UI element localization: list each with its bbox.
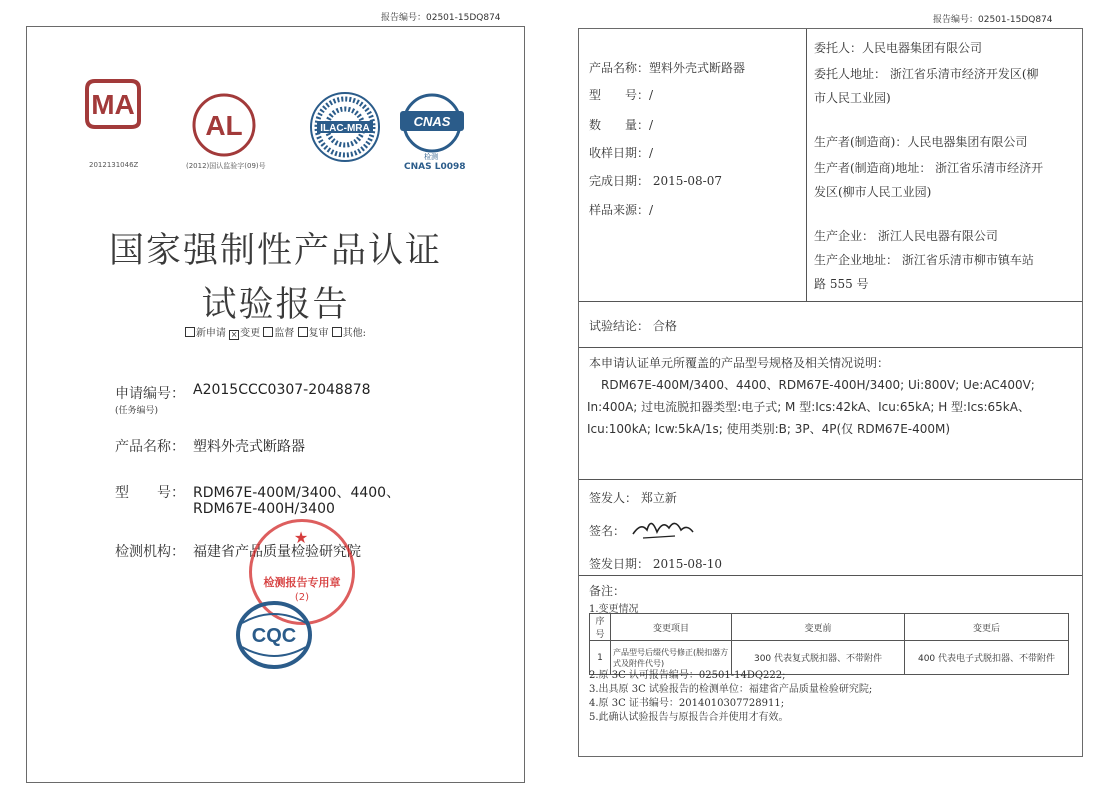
lab-label: 检测机构： [115, 544, 185, 560]
star-icon: ★ [293, 528, 309, 547]
checkbox-review: 复审 [298, 328, 329, 339]
notes-title: 备注： [589, 584, 626, 598]
table-cell: 1 [590, 641, 611, 675]
ilac-mra-logo [311, 93, 379, 161]
complete-date: 完成日期： 2015-08-07 [589, 174, 723, 188]
model-value-1: RDM67E-400M/3400、4400、 [193, 485, 401, 501]
factory: 生产企业： 浙江人民电器有限公司 [814, 229, 998, 243]
checkbox-change: × 变更 [230, 328, 261, 339]
task-number-label: (任务编号) [115, 406, 159, 416]
certification-logos [27, 27, 524, 207]
model-label: 型 号： [115, 485, 185, 501]
header-cell: 序号 [590, 614, 611, 641]
handwritten-signature [629, 512, 699, 544]
client-address-1: 委托人地址： 浙江省乐清市经济开发区(柳 [814, 67, 1039, 81]
cqc-logo [228, 595, 320, 675]
application-number-label: 申请编号： [115, 386, 185, 402]
product-name: 产品名称：塑料外壳式断路器 [589, 61, 746, 75]
quantity: 数 量：/ [589, 118, 654, 132]
cover-page [26, 26, 525, 783]
test-conclusion: 试验结论： 合格 [589, 319, 677, 333]
header-cell: 变更项目 [611, 614, 732, 641]
signature-label: 签名： [589, 524, 626, 538]
table-cell: 产品型号后缀代号修正(脱扣器方式及附件代号) [611, 641, 732, 675]
manufacturer-address-2: 发区(柳市人民工业园) [814, 185, 932, 199]
cnas-caption: CNAS L0098 [404, 162, 466, 172]
cma-logo [87, 81, 139, 127]
cal-logo [194, 95, 254, 155]
client-address-2: 市人民工业园) [814, 91, 891, 105]
table-cell: 300 代表复式脱扣器、不带附件 [732, 641, 905, 675]
manufacturer: 生产者(制造商)：人民电器集团有限公司 [814, 135, 1028, 149]
note-5: 5.此确认试验报告与原报告合并使用才有效。 [589, 712, 789, 723]
note-3: 3.出具原 3C 试验报告的检测单位：福建省产品质量检验研究院; [589, 684, 873, 695]
client: 委托人：人民电器集团有限公司 [814, 41, 983, 55]
svg-text:AL: AL [205, 110, 243, 141]
manufacturer-address-1: 生产者(制造商)地址： 浙江省乐清市经济开 [814, 161, 1044, 175]
scope-line-1: RDM67E-400M/3400、4400、RDM67E-400H/3400; Ui:800V; Ue:AC400V; [601, 378, 1035, 392]
checkbox-other: 其他: [332, 328, 366, 339]
application-number-value: A2015CCC0307-2048878 [193, 382, 371, 398]
issue-date: 签发日期： 2015-08-10 [589, 557, 723, 571]
header-cell: 变更后 [905, 614, 1069, 641]
sample-source: 样品来源：/ [589, 203, 654, 217]
product-name-value: 塑料外壳式断路器 [193, 439, 305, 455]
change-title: 1.变更情况 [589, 604, 639, 615]
factory-address-1: 生产企业地址： 浙江省乐清市柳市镇车站 [814, 253, 1034, 267]
title-line-1: 国家强制性产品认证 [108, 231, 442, 271]
svg-text:ILAC-MRA: ILAC-MRA [320, 123, 370, 134]
scope-line-3: Icu:100kA; Icw:5kA/1s; 使用类别:B; 3P、4P(仅 RDM67E-400M) [587, 422, 951, 436]
cma-caption: 2012131046Z [89, 161, 139, 169]
header-cell: 变更前 [732, 614, 905, 641]
lab-value: 福建省产品质量检验研究院 [193, 544, 361, 560]
svg-text:CQC: CQC [251, 625, 297, 647]
table-cell: 400 代表电子式脱扣器、不带附件 [905, 641, 1069, 675]
issuer: 签发人： 郑立新 [589, 491, 677, 505]
model: 型 号：/ [589, 88, 654, 102]
report-type-checkboxes [27, 324, 524, 340]
report-number-right: 报告编号：02501-15DQ874 [933, 15, 1053, 25]
official-stamp: 检测报告专用章 (2) ★ [249, 519, 355, 625]
scope-line-2: In:400A; 过电流脱扣器类型:电子式; M 型:Ics:42kA、Icu:65kA; H 型:Ics:65kA、 [587, 400, 1030, 414]
checkbox-supervision: 监督 [263, 328, 294, 339]
cal-caption: (2012)国认监验字(09)号 [186, 162, 266, 170]
title-line-2: 试验报告 [201, 285, 350, 325]
note-4: 4.原 3C 证书编号：2014010307728911; [589, 698, 785, 709]
scope-title: 本申请认证单元所覆盖的产品型号规格及相关情况说明： [589, 356, 890, 370]
product-name-label: 产品名称： [115, 439, 185, 455]
table-header-row [590, 614, 1069, 641]
receive-date: 收样日期：/ [589, 146, 654, 160]
svg-text:MA: MA [91, 89, 135, 120]
detail-page [578, 28, 1083, 757]
svg-text:CNAS: CNAS [413, 114, 451, 129]
factory-address-2: 路 555 号 [814, 277, 869, 291]
cnas-logo [400, 95, 464, 151]
note-2: 2.原 3C 认可报告编号：02501-14DQ222; [589, 670, 786, 681]
checkbox-new: 新申请 [185, 328, 226, 339]
model-value-2: RDM67E-400H/3400 [193, 501, 335, 517]
cnas-sub: 检测 [424, 153, 438, 161]
report-number: 报告编号：02501-15DQ874 [381, 13, 501, 23]
